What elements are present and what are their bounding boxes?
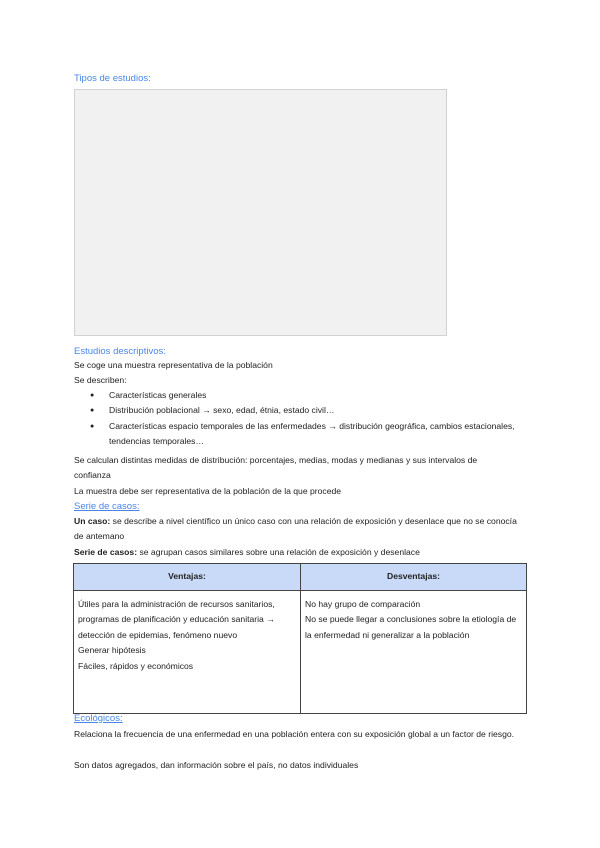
single-case-text: se describe a nivel científico un único caso con una relación de exposición y desenlace que no se conocía de antemano: [74, 516, 517, 542]
disadvantage-item: No hay grupo de comparación: [305, 599, 421, 609]
case-series-heading: Serie de casos:: [74, 501, 140, 512]
descriptive-line-1: Se coge una muestra representativa de la población: [74, 360, 273, 370]
descriptive-line-3: Se calculan distintas medidas de distribución: porcentajes, medias, modas y medianas y sus intervalos de confianza: [74, 455, 478, 481]
disadvantages-header: Desventajas:: [301, 564, 527, 591]
ecological-line-2: Son datos agregados, dan información sobre el país, no datos individuales: [74, 760, 359, 770]
list-item: ● Distribución poblacional → sexo, edad, étnia, estado civil…: [74, 403, 534, 418]
single-case-paragraph: [74, 514, 524, 545]
table-header-row: [74, 564, 527, 591]
descriptive-line-2: Se describen:: [74, 375, 127, 385]
figure-placeholder: [74, 89, 447, 336]
pros-cons-table: [73, 563, 527, 714]
advantage-item: Útiles para la administración de recursos sanitarios, programas de planificación y educación sanitaria → detección de epidemias, fenómeno nuevo: [78, 599, 275, 640]
ecological-heading: Ecológicos:: [74, 713, 123, 724]
ecological-line-1: Relaciona la frecuencia de una enfermedad en una población entera con su exposición global a un factor de riesgo.: [74, 729, 515, 739]
descriptive-bullet-list: [74, 388, 534, 450]
advantages-cell: [74, 591, 301, 714]
advantage-item: Fáciles, rápidos y económicos: [78, 660, 194, 671]
single-case-label: Un caso:: [74, 516, 111, 526]
disadvantage-item: No se puede llegar a conclusiones sobre la etiología de la enfermedad ni generalizar a la población: [305, 614, 517, 640]
list-item: ● Características generales: [74, 388, 534, 403]
descriptive-studies-heading: Estudios descriptivos:: [74, 346, 166, 357]
types-of-studies-title: Tipos de estudios:: [74, 73, 151, 84]
case-series-paragraph: [74, 545, 420, 560]
list-item: ● Características espacio temporales de las enfermedades → distribución geográfica, cambios estacionales, tendencias temporales…: [74, 419, 534, 450]
case-series-label: Serie de casos:: [74, 547, 138, 557]
disadvantages-cell: [301, 591, 527, 714]
advantages-header: Ventajas:: [74, 564, 301, 591]
descriptive-line-4: La muestra debe ser representativa de la población de la que procede: [74, 486, 342, 496]
case-series-text: se agrupan casos similares sobre una relación de exposición y desenlace: [137, 547, 420, 557]
advantage-item: Generar hipótesis: [78, 645, 146, 656]
table-row: [74, 591, 527, 714]
